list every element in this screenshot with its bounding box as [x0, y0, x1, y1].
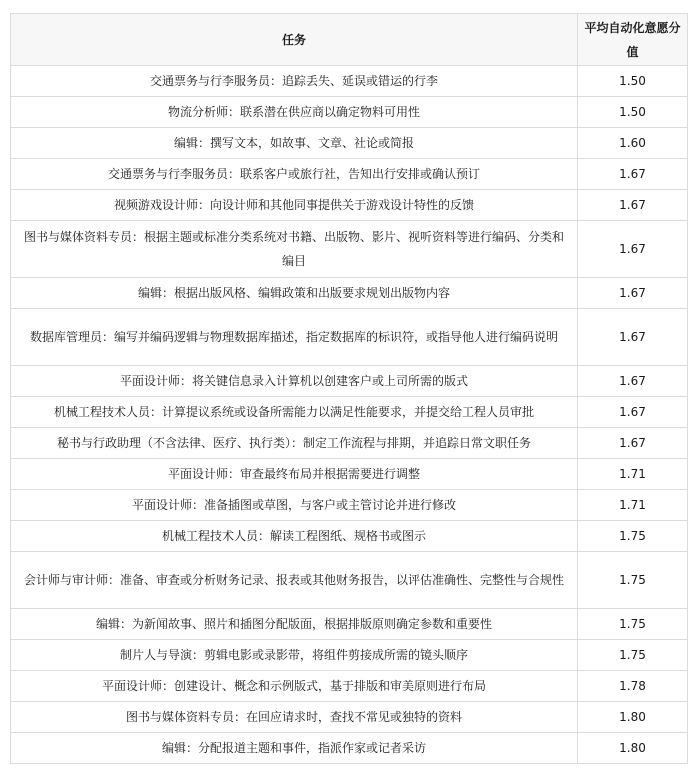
task-cell: 交通票务与行李服务员：联系客户或旅行社，告知出行安排或确认预订 [11, 159, 578, 190]
table-row [11, 278, 688, 309]
header-score: 平均自动化意愿分值 [578, 14, 688, 66]
score-cell: 1.67 [578, 428, 688, 459]
score-cell: 1.75 [578, 552, 688, 609]
score-cell: 1.67 [578, 309, 688, 366]
table-row [11, 97, 688, 128]
table-row [11, 733, 688, 764]
table-row [11, 309, 688, 366]
score-cell: 1.67 [578, 397, 688, 428]
task-cell: 平面设计师：审查最终布局并根据需要进行调整 [11, 459, 578, 490]
task-cell: 会计师与审计师：准备、审查或分析财务记录、报表或其他财务报告，以评估准确性、完整性与合规性 [11, 552, 578, 609]
task-cell: 数据库管理员：编写并编码逻辑与物理数据库描述，指定数据库的标识符，或指导他人进行编码说明 [11, 309, 578, 366]
table-row [11, 521, 688, 552]
table-row [11, 159, 688, 190]
score-cell: 1.50 [578, 97, 688, 128]
task-cell: 编辑：为新闻故事、照片和插图分配版面，根据排版原则确定参数和重要性 [11, 609, 578, 640]
automation-willingness-table [10, 13, 688, 764]
task-cell: 制片人与导演：剪辑电影或录影带，将组件剪接成所需的镜头顺序 [11, 640, 578, 671]
table-row [11, 640, 688, 671]
score-cell: 1.67 [578, 190, 688, 221]
header-task: 任务 [11, 14, 578, 66]
score-cell: 1.80 [578, 733, 688, 764]
task-cell: 机械工程技术人员：计算提议系统或设备所需能力以满足性能要求，并提交给工程人员审批 [11, 397, 578, 428]
table-row [11, 190, 688, 221]
task-cell: 平面设计师：将关键信息录入计算机以创建客户或上司所需的版式 [11, 366, 578, 397]
score-cell: 1.71 [578, 490, 688, 521]
table-row [11, 609, 688, 640]
task-cell: 平面设计师：准备插图或草图，与客户或主管讨论并进行修改 [11, 490, 578, 521]
task-cell: 视频游戏设计师：向设计师和其他同事提供关于游戏设计特性的反馈 [11, 190, 578, 221]
task-cell: 编辑：根据出版风格、编辑政策和出版要求规划出版物内容 [11, 278, 578, 309]
table-row [11, 397, 688, 428]
table-row [11, 366, 688, 397]
score-cell: 1.78 [578, 671, 688, 702]
score-cell: 1.60 [578, 128, 688, 159]
table-row [11, 552, 688, 609]
task-cell: 物流分析师：联系潜在供应商以确定物料可用性 [11, 97, 578, 128]
table-row [11, 459, 688, 490]
task-cell: 编辑：撰写文本，如故事、文章、社论或简报 [11, 128, 578, 159]
score-cell: 1.75 [578, 609, 688, 640]
table-row [11, 428, 688, 459]
score-cell: 1.75 [578, 521, 688, 552]
table-header-row [11, 14, 688, 66]
score-cell: 1.67 [578, 221, 688, 278]
table-row [11, 128, 688, 159]
score-cell: 1.80 [578, 702, 688, 733]
task-cell: 机械工程技术人员：解读工程图纸、规格书或图示 [11, 521, 578, 552]
score-cell: 1.71 [578, 459, 688, 490]
table-row [11, 221, 688, 278]
task-cell: 图书与媒体资料专员：在回应请求时，查找不常见或独特的资料 [11, 702, 578, 733]
score-cell: 1.75 [578, 640, 688, 671]
task-cell: 交通票务与行李服务员：追踪丢失、延误或错运的行李 [11, 66, 578, 97]
table-row [11, 66, 688, 97]
task-cell: 图书与媒体资料专员：根据主题或标准分类系统对书籍、出版物、影片、视听资料等进行编码、分类和编目 [11, 221, 578, 278]
table-row [11, 671, 688, 702]
score-cell: 1.50 [578, 66, 688, 97]
task-cell: 平面设计师：创建设计、概念和示例版式，基于排版和审美原则进行布局 [11, 671, 578, 702]
table-row [11, 702, 688, 733]
score-cell: 1.67 [578, 278, 688, 309]
score-cell: 1.67 [578, 159, 688, 190]
table-row [11, 490, 688, 521]
score-cell: 1.67 [578, 366, 688, 397]
table-container [10, 13, 688, 764]
task-cell: 编辑：分配报道主题和事件，指派作家或记者采访 [11, 733, 578, 764]
task-cell: 秘书与行政助理（不含法律、医疗、执行类）：制定工作流程与排期，并追踪日常文职任务 [11, 428, 578, 459]
